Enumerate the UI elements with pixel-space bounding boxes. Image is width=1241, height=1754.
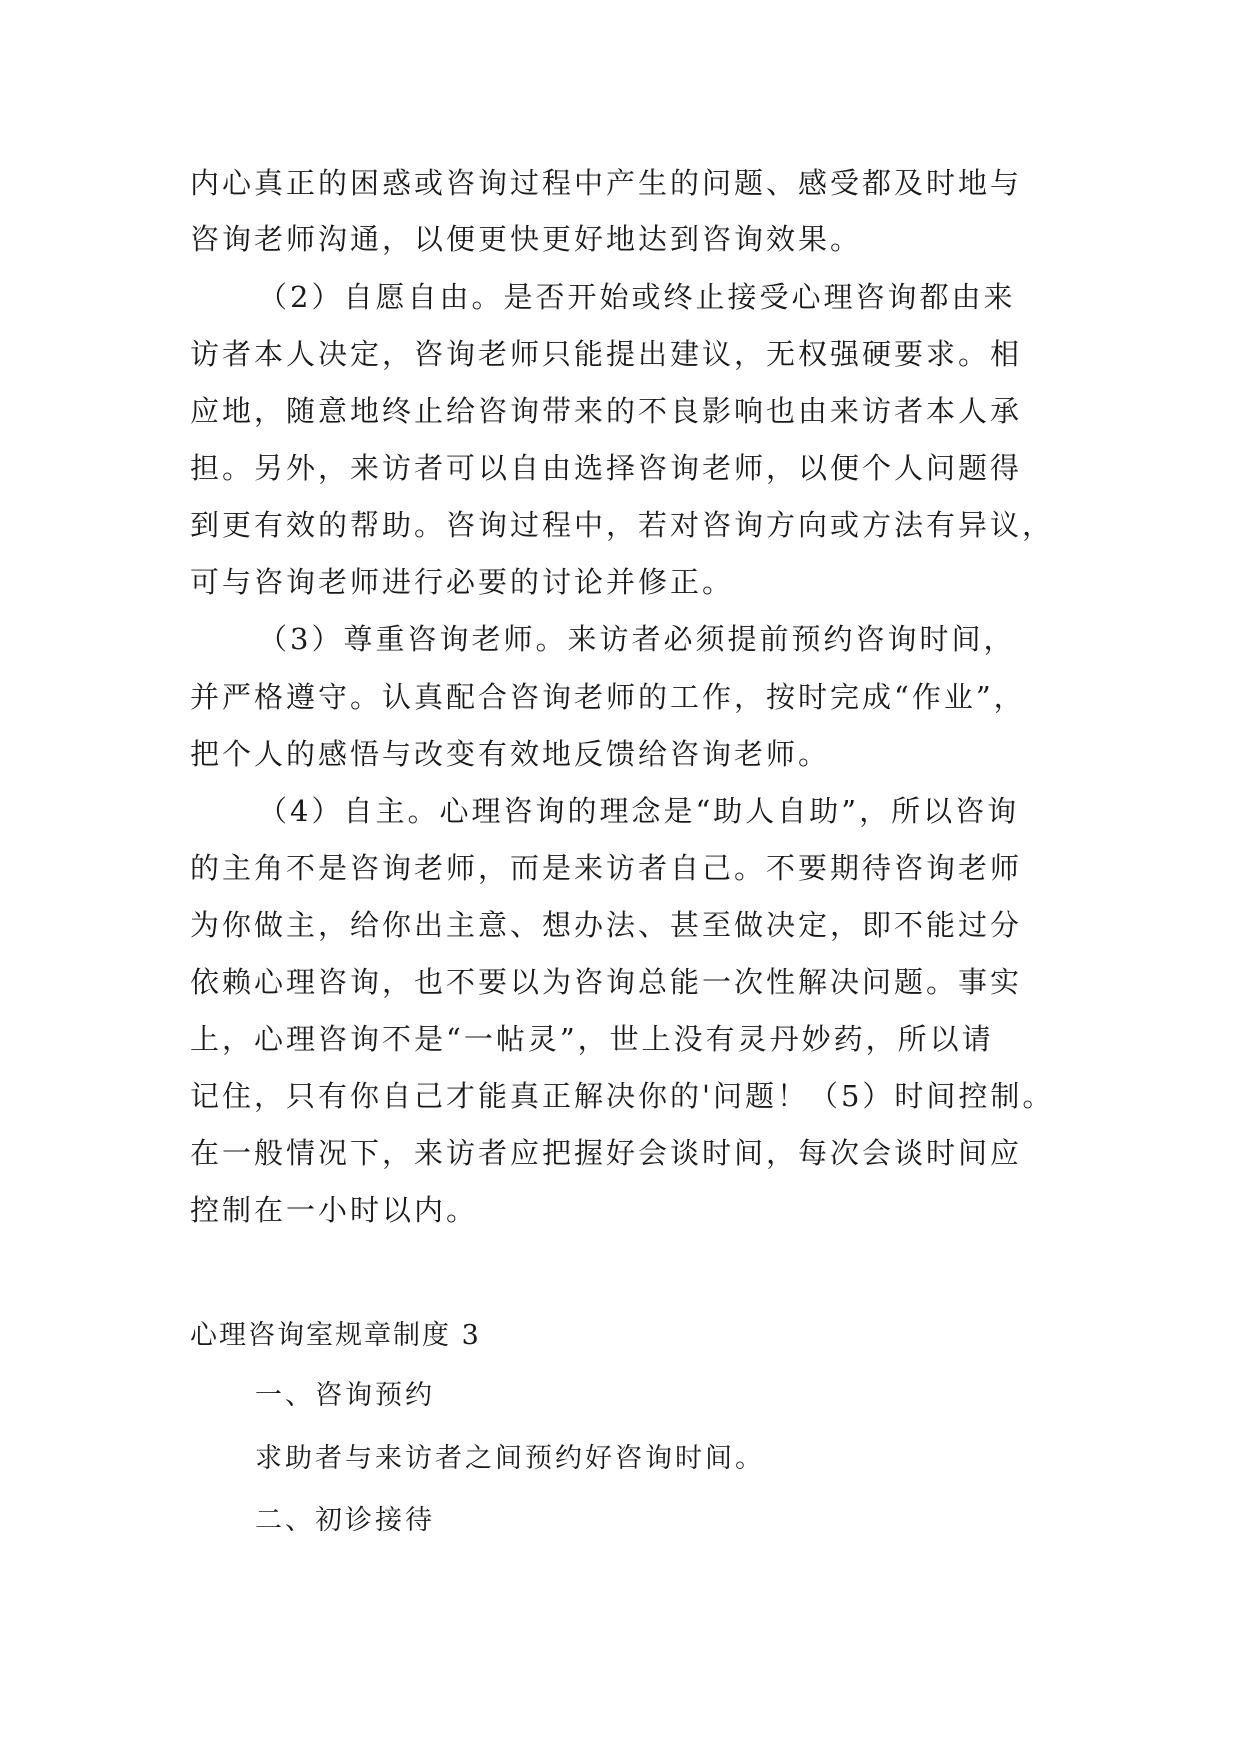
section-item: 一、咨询预约 — [255, 1380, 435, 1411]
paragraph-line: 担。另外，来访者可以自由选择咨询老师，以便个人问题得 — [190, 451, 1023, 485]
paragraph-line: 内心真正的困惑或咨询过程中产生的问题、感受都及时地与 — [190, 166, 1023, 200]
paragraph-line: 的主角不是咨询老师，而是来访者自己。不要期待咨询老师 — [190, 851, 1023, 885]
paragraph-line: 咨询老师沟通，以便更快更好地达到咨询效果。 — [190, 222, 863, 256]
section-item: 求助者与来访者之间预约好咨询时间。 — [255, 1443, 765, 1474]
paragraph-line: 在一般情况下，来访者应把握好会谈时间，每次会谈时间应 — [190, 1136, 1023, 1170]
paragraph-line: 上，心理咨询不是“一帖灵”，世上没有灵丹妙药，所以请 — [190, 1022, 994, 1056]
section-title: 心理咨询室规章制度 3 — [190, 1320, 481, 1351]
paragraph-line: 把个人的感悟与改变有效地反馈给咨询老师。 — [190, 737, 831, 771]
paragraph-line: （3）尊重咨询老师。来访者必须提前预约咨询时间， — [258, 622, 1016, 656]
paragraph-line: 访者本人决定，咨询老师只能提出建议，无权强硬要求。相 — [190, 337, 1023, 371]
paragraph-line: 为你做主，给你出主意、想办法、甚至做决定，即不能过分 — [190, 908, 1023, 942]
section-item: 二、初诊接待 — [255, 1505, 435, 1536]
paragraph-line: （2）自愿自由。是否开始或终止接受心理咨询都由来 — [258, 280, 1016, 314]
paragraph-line: 控制在一小时以内。 — [190, 1193, 479, 1227]
paragraph-line: （4）自主。心理咨询的理念是“助人自助”，所以咨询 — [258, 794, 1020, 828]
paragraph-line: 并严格遵守。认真配合咨询老师的工作，按时完成“作业”， — [190, 680, 1026, 714]
paragraph-line: 记住，只有你自己才能真正解决你的'问题！（5）时间控制。 — [190, 1079, 1055, 1113]
paragraph-line: 依赖心理咨询，也不要以为咨询总能一次性解决问题。事实 — [190, 965, 1023, 999]
paragraph-line: 可与咨询老师进行必要的讨论并修正。 — [190, 565, 735, 599]
paragraph-line: 到更有效的帮助。咨询过程中，若对咨询方向或方法有异议， — [190, 508, 1055, 542]
paragraph-line: 应地，随意地终止给咨询带来的不良影响也由来访者本人承 — [190, 394, 1023, 428]
